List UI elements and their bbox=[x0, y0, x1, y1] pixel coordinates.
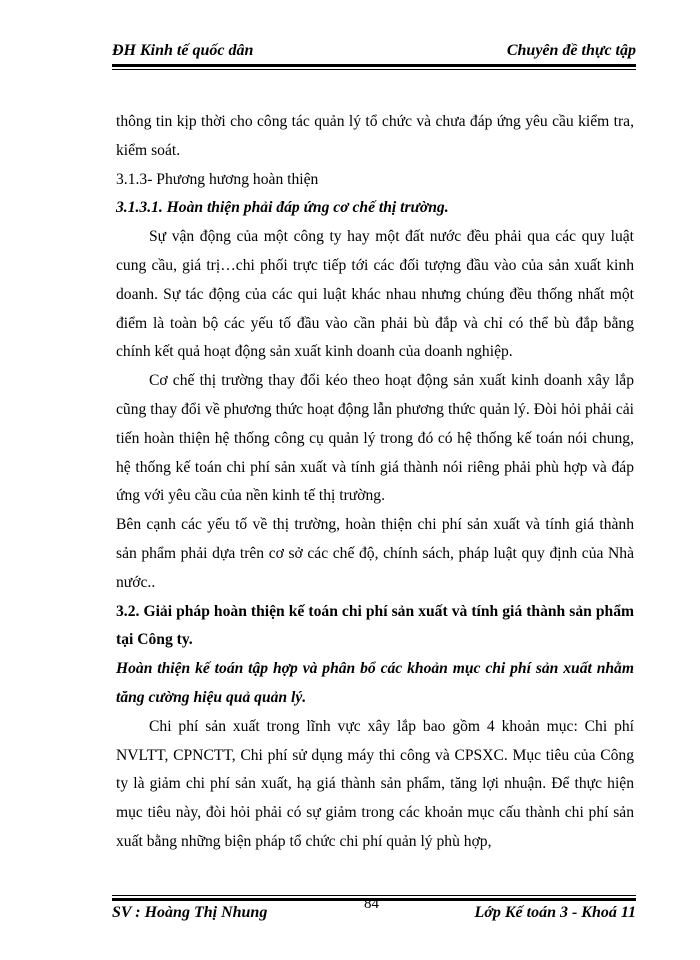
header-rule-thick bbox=[112, 64, 636, 67]
paragraph-1: thông tin kịp thời cho công tác quản lý tổ chức và chưa đáp ứng yêu cầu kiểm tra, kiểm soát. bbox=[116, 113, 634, 159]
footer-student: SV : Hoàng Thị Nhung bbox=[112, 904, 268, 921]
paragraph-5: Chi phí sản xuất trong lĩnh vực xây lắp bao gồm 4 khoản mục: Chi phí NVLTT, CPNCTT, Chi phí sử dụng máy thi công và CPSXC. Mục tiêu của Công ty là giảm chi phí sản xuất, hạ giá thành sản phẩm, tăng lợi nhuận. Để thực hiện mục tiêu này, đòi hỏi phải có sự giảm trong các khoản mục cấu thành chi phí sản xuất bằng những biện pháp tổ chức chi phí quản lý phù hợp, bbox=[116, 717, 634, 850]
page-number: 84 bbox=[364, 896, 379, 912]
paragraph-2: Sự vận động của một công ty hay một đất nước đều phải qua các quy luật cung cầu, giá trị…chi phối trực tiếp tới các đối tượng đầu vào của sản xuất kinh doanh. Sự tác động của các qui luật khác nhau nhưng chúng đều thống nhất một điểm là toàn bộ các yếu tố đầu vào cần phải bù đắp và chỉ có thể bù đắp bằng chính kết quả hoạt động sản xuất kinh doanh của doanh nghiệp. bbox=[116, 228, 634, 361]
document-body bbox=[116, 108, 634, 857]
header-school: ĐH Kinh tế quốc dân bbox=[112, 42, 254, 59]
heading-3-1-3-1: 3.1.3.1. Hoàn thiện phải đáp ứng cơ chế thị trường. bbox=[116, 199, 449, 217]
subheading-3-2: Hoàn thiện kế toán tập hợp và phân bổ các khoản mục chi phí sản xuất nhằm tăng cường hiệu quả quản lý. bbox=[116, 660, 634, 706]
header-title: Chuyên đề thực tập bbox=[506, 42, 636, 59]
header-rule-thin bbox=[112, 69, 636, 70]
footer-class: Lớp Kế toán 3 - Khoá 11 bbox=[474, 904, 636, 921]
page-footer bbox=[112, 896, 636, 926]
paragraph-4: Bên cạnh các yếu tố về thị trường, hoàn thiện chi phí sản xuất và tính giá thành sản phẩm phải dựa trên cơ sở các chế độ, chính sách, pháp luật quy định của Nhà nước.. bbox=[116, 516, 634, 591]
heading-3-1-3: 3.1.3- Phương hương hoàn thiện bbox=[116, 170, 319, 188]
paragraph-3: Cơ chế thị trường thay đổi kéo theo hoạt động sản xuất kinh doanh xây lắp cũng thay đổi về phương thức hoạt động lẫn phương thức quản lý. Đòi hỏi phải cải tiến hoàn thiện hệ thống công cụ quản lý trong đó có hệ thống kế toán nói chung, hệ thống kế toán chi phí sản xuất và tính giá thành nói riêng phải phù hợp và đáp ứng với yêu cầu của nền kinh tế thị trường. bbox=[116, 372, 634, 505]
heading-3-2: 3.2. Giải pháp hoàn thiện kế toán chi phí sản xuất và tính giá thành sản phẩm tại Công ty. bbox=[116, 602, 634, 649]
